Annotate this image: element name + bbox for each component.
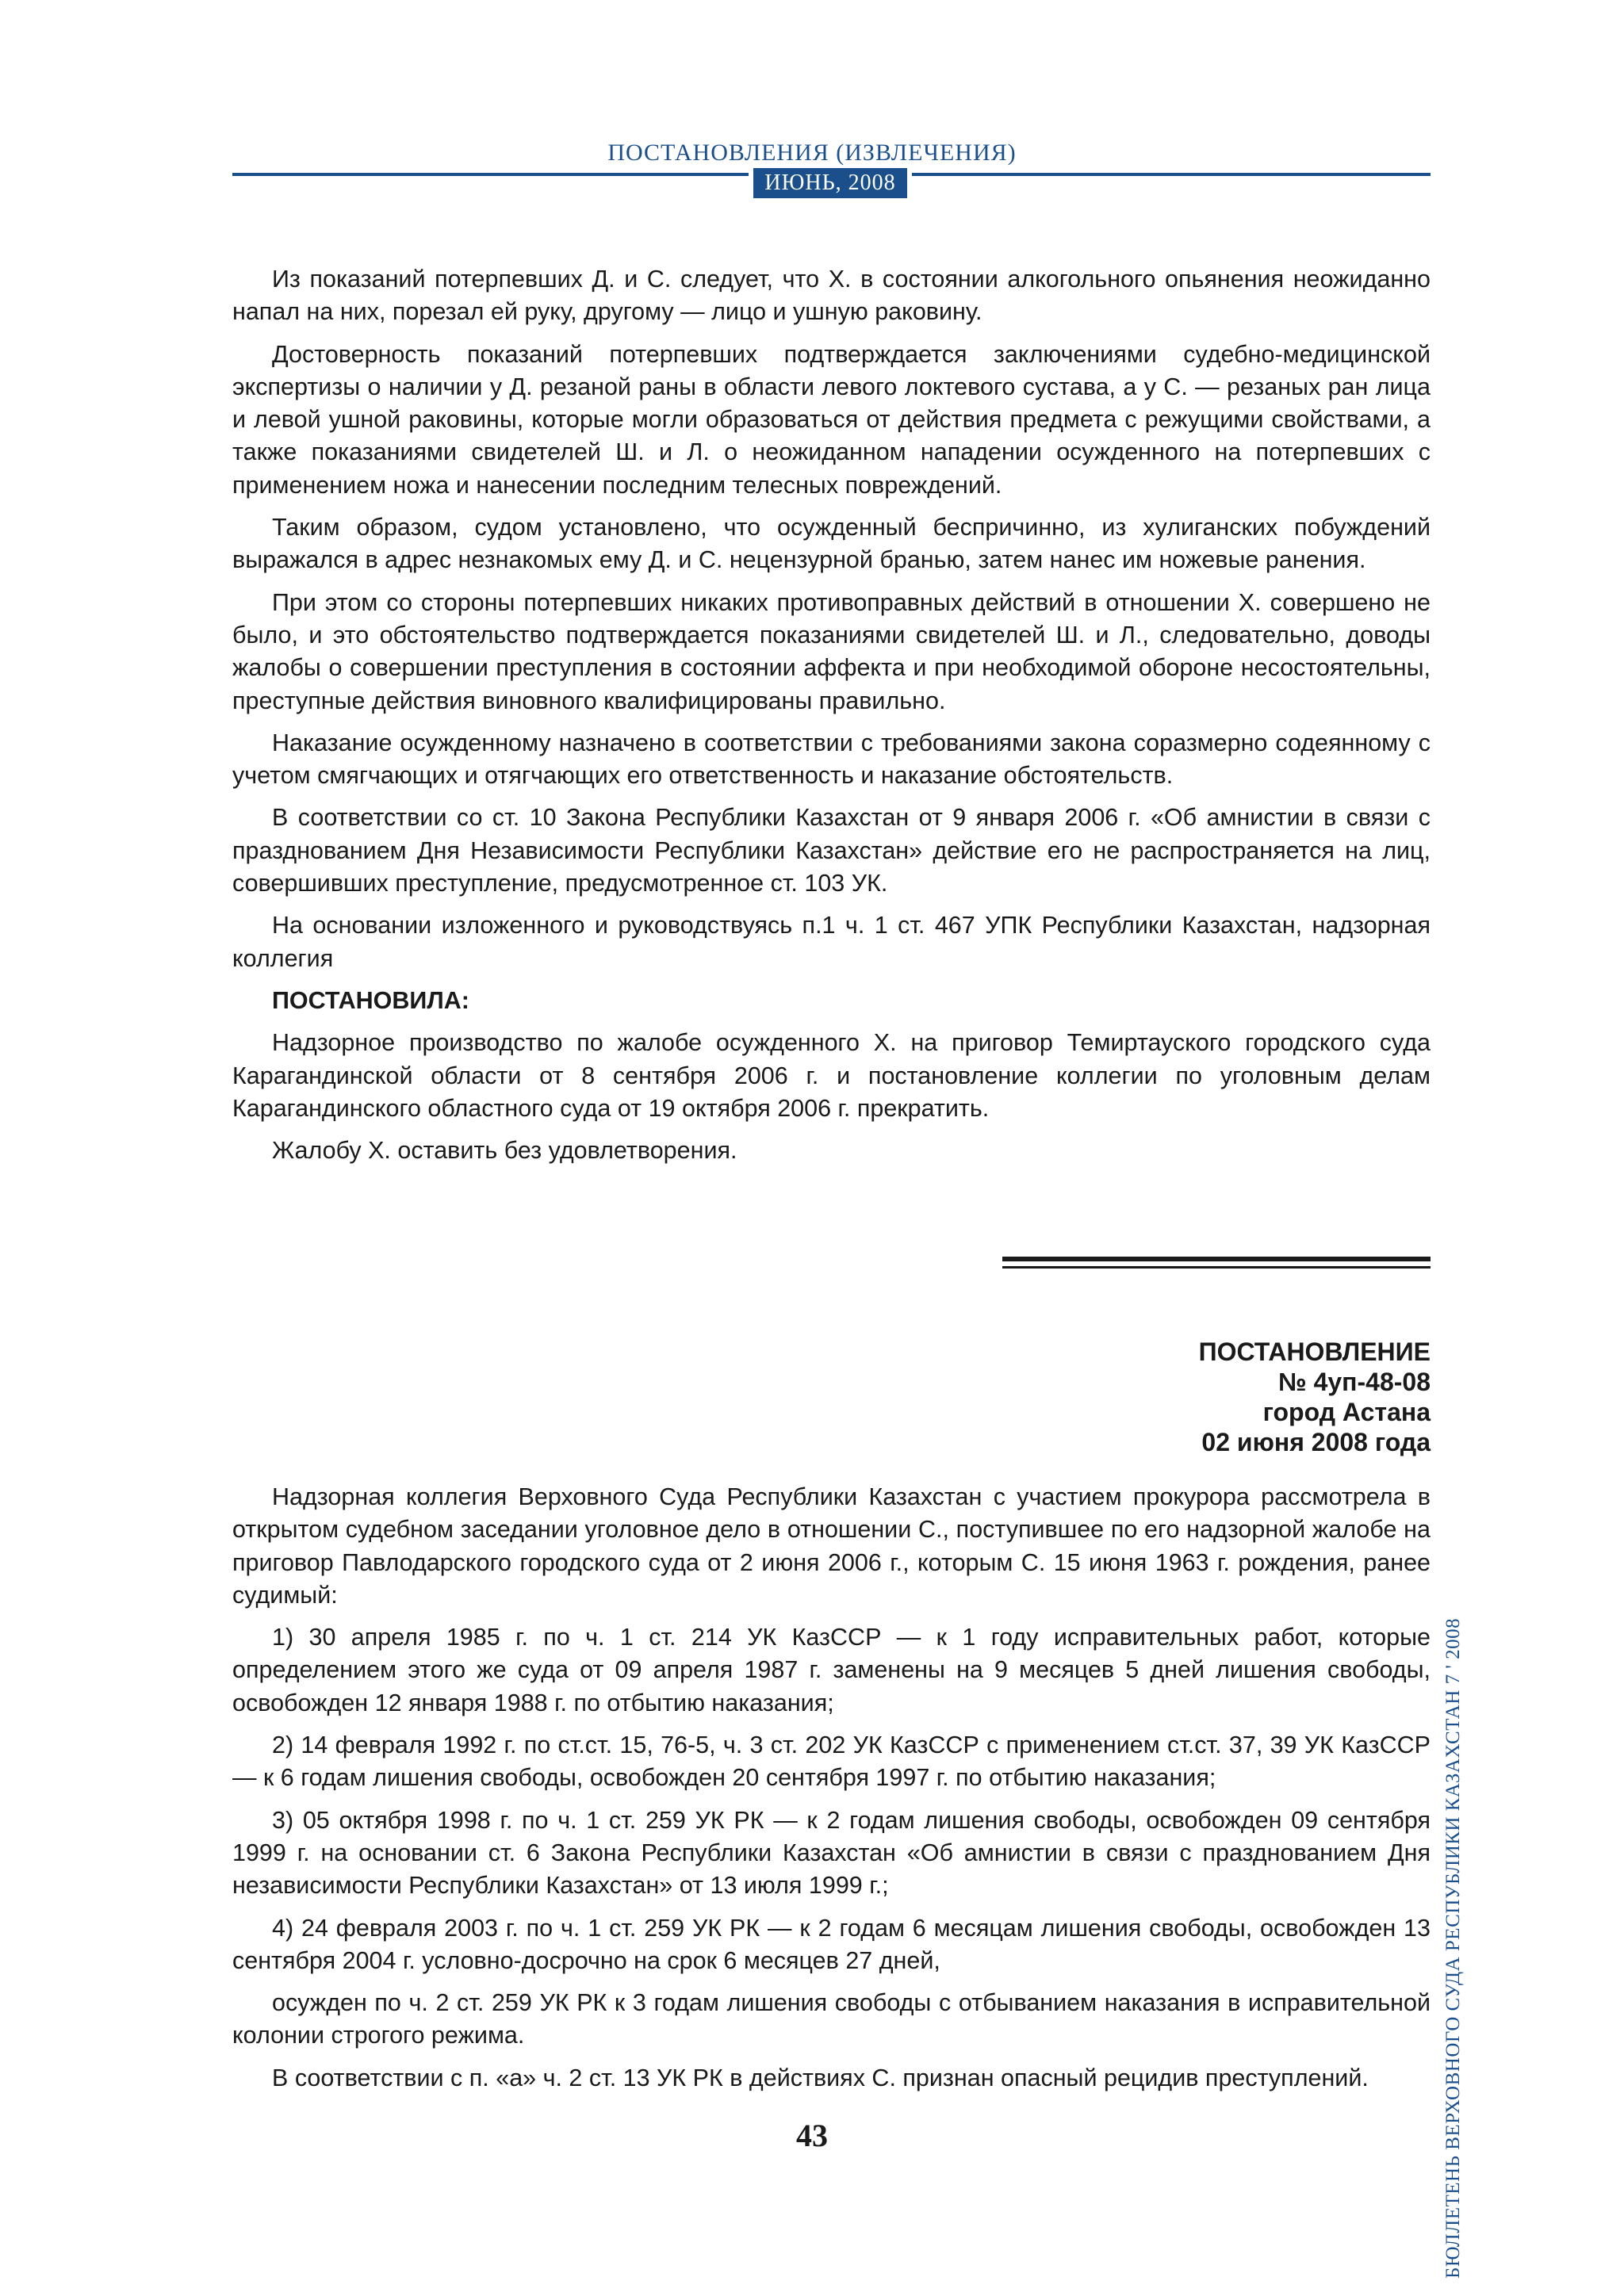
paragraph: Из показаний потерпевших Д. и С. следует, что Х. в состоянии алкогольного опьянения неожиданно напал на них, порезал ей руку, другому — лицо и ушную раковину. [232,266,1431,326]
paragraph: 1) 30 апреля 1985 г. по ч. 1 ст. 214 УК КазССР — к 1 году исправительных работ, которые определением этого же суда от 09 апреля 1987 г. заменены на 9 месяцев 5 дней лишения свободы, освобожден 12 января 1988 г. по отбытию наказания; [232,1624,1431,1716]
paragraph: В соответствии с п. «а» ч. 2 ст. 13 УК РК в действиях С. признан опасный рецидив преступлений. [272,2064,1369,2091]
section-divider-thin [1002,1266,1431,1269]
paragraph: Жалобу Х. оставить без удовлетворения. [272,1137,737,1165]
decree-heading [1199,1337,1431,1457]
running-header-date: ИЮНЬ, 2008 [749,168,912,198]
paragraph: 4) 24 февраля 2003 г. по ч. 1 ст. 259 УК РК — к 2 годам 6 месяцам лишения свободы, освобожден 13 сентября 2004 г. условно-досрочно на срок 6 месяцев 27 дней, [232,1914,1431,1974]
running-header-title: ПОСТАНОВЛЕНИЯ (ИЗВЛЕЧЕНИЯ) [607,140,1017,166]
paragraph: Надзорная коллегия Верховного Суда Республики Казахстан с участием прокурора рассмотрела в открытом судебном заседании уголовное дело в отношении С., поступившее по его надзорной жалобе на приговор Павлодарского городского суда от 2 июня 2006 г., которым С. 15 июня 1963 г. рождения, ранее судимый: [232,1483,1431,1609]
decree-title: ПОСТАНОВЛЕНИЕ [1198,1337,1431,1366]
paragraph: 3) 05 октября 1998 г. по ч. 1 ст. 259 УК РК — к 2 годам лишения свободы, освобожден 09 сентября 1999 г. на основании ст. 6 Закона Республики Казахстан «Об амнистии в связи с празднованием Дня независимости Республики Казахстан» от 13 июля 1999 г.; [232,1806,1431,1900]
paragraph: На основании изложенного и руководствуясь п.1 ч. 1 ст. 467 УПК Республики Казахстан, надзорная коллегия [232,912,1431,972]
paragraph: В соответствии со ст. 10 Закона Республики Казахстан от 9 января 2006 г. «Об амнистии в связи с празднованием Дня Независимости Республики Казахстан» действие его не распространяется на лиц, совершивших преступление, предусмотренное ст. 103 УК. [232,804,1431,897]
section-divider-thick [1002,1257,1431,1261]
paragraph: Надзорное производство по жалобе осужденного Х. на приговор Темиртауского городского суда Карагандинской области от 8 сентября 2006 г. и постановление коллегии по уголовным делам Карагандинского областного суда от 19 октября 2006 г. прекратить. [232,1029,1431,1122]
page-number: 43 [796,2118,828,2153]
paragraph: 2) 14 февраля 1992 г. по ст.ст. 15, 76-5, ч. 3 ст. 202 УК КазССР с применением ст.ст. 37, 39 УК КазССР — к 6 годам лишения свободы, освобожден 20 сентября 1997 г. по отбытию наказания; [232,1732,1431,1792]
paragraph: Таким образом, судом установлено, что осужденный беспричинно, из хулиганских побуждений выражался в адрес незнакомых ему Д. и С. нецензурной бранью, затем нанес им ножевые ранения. [232,514,1431,574]
decision-text-continued [232,263,1431,1177]
decree-number: № 4уп-48-08 [1278,1368,1431,1396]
decree-date: 02 июня 2008 года [1201,1428,1431,1456]
decree-city: город Астана [1262,1398,1431,1426]
paragraph: Наказание осужденному назначено в соответствии с требованиями закона соразмерно содеянному с учетом смягчающих и отягчающих его ответственность и наказание обстоятельств. [232,729,1431,790]
decree-text [232,1481,1431,2104]
paragraph: Достоверность показаний потерпевших подтверждается заключениями судебно-медицинской экспертизы о наличии у Д. резаной раны в области левого локтевого сустава, а у С. — резаных ран лица и левой ушной раковины, которые могли образоваться от действия предмета с режущими свойствами, а также показаниями свидетелей Ш. и Л. о неожиданном нападении осужденного на потерпевших с применением ножа и нанесении последним телесных повреждений. [232,340,1431,499]
vertical-journal-title: БЮЛЛЕТЕНЬ ВЕРХОВНОГО СУДА РЕСПУБЛИКИ КАЗАХСТАН 7 ' 2008 [1442,1617,1464,2279]
paragraph: При этом со стороны потерпевших никаких противоправных действий в отношении Х. совершено не было, и это обстоятельство подтверждается показаниями свидетелей Ш. и Л., следовательно, доводы жалобы о совершении преступления в состоянии аффекта и при необходимой обороне несостоятельны, преступные действия виновного квалифицированы правильно. [232,588,1431,714]
paragraph: осужден по ч. 2 ст. 259 УК РК к 3 годам лишения свободы с отбыванием наказания в исправительной колонии строгого режима. [232,1989,1431,2049]
resolution-heading: ПОСТАНОВИЛА: [272,986,469,1014]
